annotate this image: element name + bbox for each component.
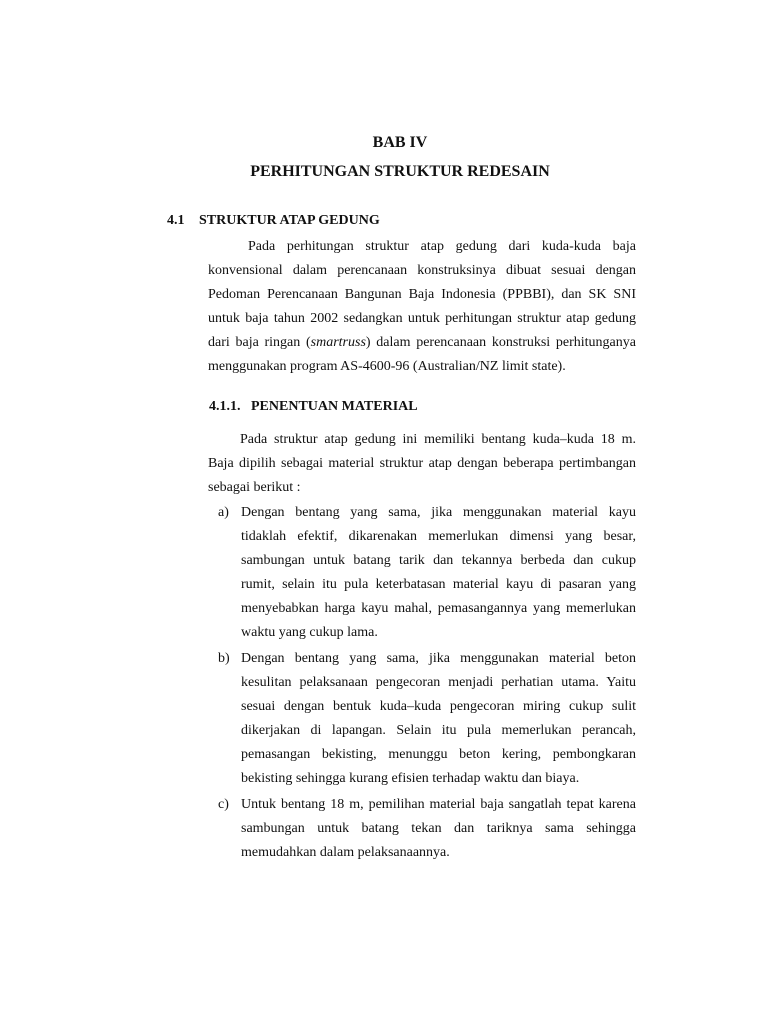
list-line: sambungan untuk batang tarik dan tekannya berbeda dan cukup bbox=[241, 553, 636, 568]
paragraph-line: Pada perhitungan struktur atap gedung dari kuda-kuda baja bbox=[248, 239, 636, 254]
list-marker: a) bbox=[218, 505, 229, 520]
list-line: Dengan bentang yang sama, jika menggunakan material kayu bbox=[241, 505, 636, 520]
list-line: rumit, selain itu pula keterbatasan material kayu di pasaran yang bbox=[241, 577, 636, 592]
chapter-title: PERHITUNGAN STRUKTUR REDESAIN bbox=[250, 163, 550, 180]
section-heading-4-1 bbox=[167, 213, 380, 229]
section-number: 4.1.1. bbox=[209, 399, 241, 414]
section-title: PENENTUAN MATERIAL bbox=[251, 399, 418, 414]
list-line: sesuai dengan bentuk kuda–kuda pengecoran miring cukup sulit bbox=[241, 699, 636, 714]
list-line: dikerjakan di lapangan. Selain itu pula memerlukan perancah, bbox=[241, 723, 636, 738]
list-line: Untuk bentang 18 m, pemilihan material baja sangatlah tepat karena bbox=[241, 797, 636, 812]
chapter-number: BAB IV bbox=[372, 134, 428, 151]
section-number: 4.1 bbox=[167, 213, 185, 228]
paragraph-line: konvensional dalam perencanaan konstruksinya dibuat sesuai dengan bbox=[208, 263, 636, 278]
paragraph-line: Pedoman Perencanaan Bangunan Baja Indonesia (PPBBI), dan SK SNI bbox=[208, 287, 636, 302]
list-line: tidaklah efektif, dikarenakan memerlukan dimensi yang besar, bbox=[241, 529, 636, 544]
list-line: Dengan bentang yang sama, jika menggunakan material beton bbox=[241, 651, 636, 666]
paragraph-line: untuk baja tahun 2002 sedangkan untuk perhitungan struktur atap gedung bbox=[208, 311, 636, 326]
list-line: sambungan untuk batang tekan dan tariknya sama sehingga bbox=[241, 821, 636, 836]
list-line: memudahkan dalam pelaksanaannya. bbox=[241, 845, 450, 860]
list-line: kesulitan pelaksanaan pengecoran menjadi perhatian utama. Yaitu bbox=[241, 675, 636, 690]
section-4-1-paragraph bbox=[208, 235, 636, 379]
section-4-1-1-paragraph bbox=[208, 428, 636, 500]
list-line: bekisting sehingga kurang efisien terhadap waktu dan biaya. bbox=[241, 771, 580, 786]
emphasis-text: smartruss bbox=[310, 335, 366, 350]
list-item-text bbox=[241, 793, 636, 865]
paragraph-line: Pada struktur atap gedung ini memiliki bentang kuda–kuda 18 m. bbox=[240, 432, 636, 447]
paragraph-line: menggunakan program AS-4600-96 (Australian/NZ limit state). bbox=[208, 359, 566, 374]
list-line: waktu yang cukup lama. bbox=[241, 625, 378, 640]
list-marker: c) bbox=[218, 797, 229, 812]
paragraph-line: sebagai berikut : bbox=[208, 480, 301, 495]
list-line: menyebabkan harga kayu mahal, pemasangannya yang memerlukan bbox=[241, 601, 636, 616]
section-heading-4-1-1 bbox=[209, 399, 418, 415]
list-item-text bbox=[241, 647, 636, 791]
paragraph-text: ) dalam perencanaan konstruksi perhitunganya bbox=[365, 335, 636, 350]
list-line: pemasangan bekisting, menunggu beton kering, pembongkaran bbox=[241, 747, 636, 762]
list-item-text bbox=[241, 501, 636, 645]
section-title: STRUKTUR ATAP GEDUNG bbox=[199, 213, 380, 228]
list-marker: b) bbox=[218, 651, 230, 666]
paragraph-line bbox=[208, 331, 636, 355]
paragraph-line: Baja dipilih sebagai material struktur atap dengan beberapa pertimbangan bbox=[208, 456, 636, 471]
paragraph-text: dari baja ringan ( bbox=[208, 335, 311, 350]
